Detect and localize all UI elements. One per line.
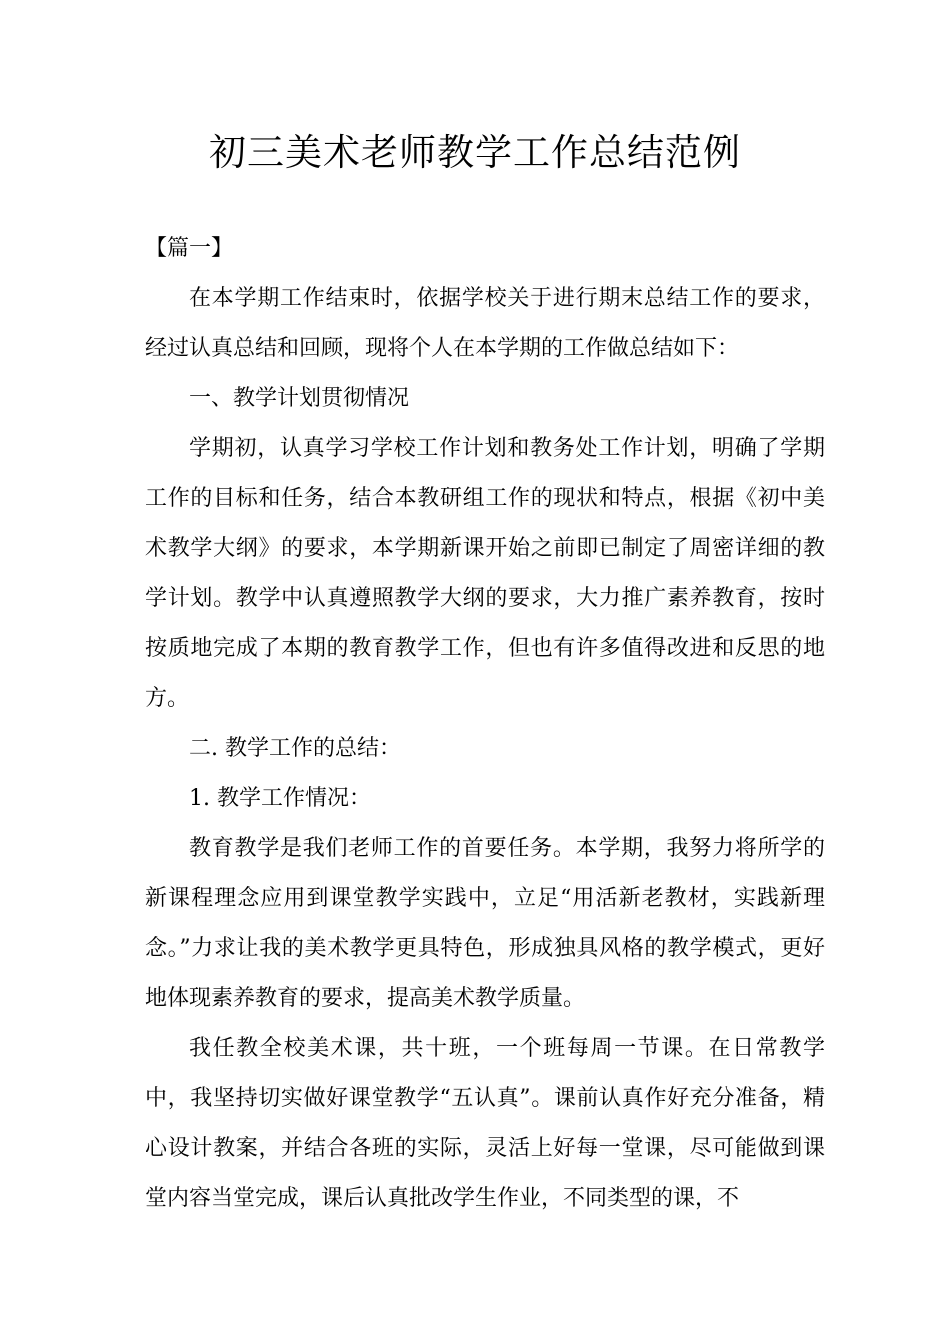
section-label: 【篇一】 bbox=[145, 236, 234, 261]
heading-teaching-status: 1. 教学工作情况： bbox=[189, 786, 371, 811]
document-title: 初三美术老师教学工作总结范例 bbox=[209, 131, 741, 174]
paragraph-teaching-plan: 学期初，认真学习学校工作计划和教务处工作计划，明确了学期工作的目标和任务，结合本教研组工作的现状和特点，根据《初中美术教学大纲》的要求，本学期新课开始之前即已制定了周密详细的教学计划。教学中认真遵照教学大纲的要求，大力推广素养教育，按时按质地完成了本期的教育教学工作，但也有许多值得改进和反思的地方。 bbox=[145, 436, 825, 711]
paragraph-teaching-task: 教育教学是我们老师工作的首要任务。本学期，我努力将所学的新课程理念应用到课堂教学实践中，立足“用活新老教材，实践新理念。”力求让我的美术教学更具特色，形成独具风格的教学模式，更好地体现素养教育的要求，提高美术教学质量。 bbox=[145, 836, 825, 1011]
heading-teaching-plan: 一、教学计划贯彻情况 bbox=[189, 386, 410, 411]
paragraph-class-work: 我任教全校美术课，共十班，一个班每周一节课。在日常教学中，我坚持切实做好课堂教学“五认真”。课前认真作好充分准备，精心设计教案，并结合各班的实际，灵活上好每一堂课，尽可能做到课堂内容当堂完成，课后认真批改学生作业，不同类型的课，不 bbox=[145, 1036, 825, 1211]
heading-teaching-summary: 二. 教学工作的总结： bbox=[189, 736, 401, 761]
document-body bbox=[145, 224, 825, 1224]
paragraph-intro: 在本学期工作结束时，依据学校关于进行期末总结工作的要求，经过认真总结和回顾，现将个人在本学期的工作做总结如下： bbox=[145, 286, 825, 361]
